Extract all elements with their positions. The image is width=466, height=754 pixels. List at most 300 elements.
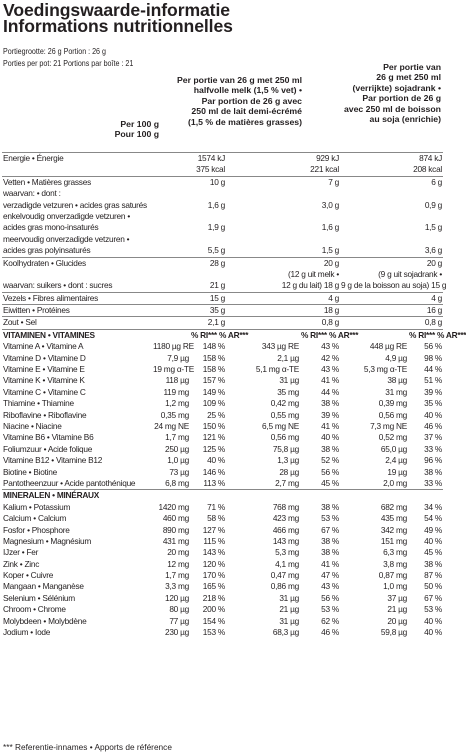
- mineral-row: [2, 513, 443, 524]
- ri-portion-soy: 37 %: [424, 432, 443, 443]
- nutrient-row: [2, 317, 443, 329]
- nutrient-name: Vitamine B12 • Vitamine B12: [3, 455, 103, 466]
- nutrient-name: [2, 164, 152, 176]
- vitamin-row: [2, 410, 443, 421]
- ri-portion-milk: 40 %: [321, 432, 340, 443]
- nutrient-name: Magnesium • Magnésium: [3, 535, 92, 546]
- nutrient-row: [2, 280, 443, 292]
- nutrient-row: [2, 164, 443, 176]
- ri-portion-soy: 44 %: [424, 364, 443, 375]
- ri-portion-milk: 39 %: [321, 409, 340, 420]
- mineral-row: [2, 502, 443, 513]
- value-per-100g: 1180 µg RE: [153, 341, 194, 352]
- value-per-100g: 230 µg: [164, 627, 189, 638]
- ri-portion-soy: 98 %: [424, 352, 443, 363]
- value-per-100g: 2,1 g: [152, 317, 226, 329]
- value-portion-milk: 2,1 µg: [277, 352, 299, 363]
- value-portion-soy: 21 µg: [387, 604, 408, 615]
- nutrient-name: Vezels • Fibres alimentaires: [2, 292, 152, 304]
- vitamin-row: [2, 353, 443, 364]
- mineral-row: [2, 593, 443, 604]
- value-portion-milk: 0,86 mg: [270, 581, 299, 592]
- header-portion-soy-line: Per portie van: [383, 62, 441, 72]
- ri-per-100g: 71 %: [207, 501, 225, 512]
- value-portion-soy: 4,9 µg: [385, 352, 408, 363]
- nutrient-name: Energie • Énergie: [2, 153, 152, 165]
- header-portion-soy-line: avec 250 ml de boisson: [343, 103, 441, 114]
- ri-portion-milk: 43 %: [321, 581, 340, 592]
- ri-per-100g: 115 %: [203, 535, 225, 546]
- value-portion-soy: 3,6 g: [424, 245, 443, 256]
- ri-per-100g: 170 %: [202, 570, 225, 581]
- nutrient-name: Vitamine C • Vitamine C: [3, 386, 86, 397]
- section-title: VITAMINEN • VITAMINES: [2, 329, 152, 341]
- nutrition-table-body: [2, 153, 466, 639]
- ri-portion-soy: 38 %: [424, 558, 443, 569]
- value-portion-milk: [226, 234, 340, 245]
- section-title: MINERALEN • MINÉRAUX: [2, 490, 152, 502]
- mineral-row: [2, 525, 443, 536]
- value-portion-soy: 20 µg: [387, 615, 408, 626]
- value-per-100g: [152, 269, 226, 280]
- nutrient-name: Mangaan • Manganèse: [3, 581, 84, 592]
- header-portion-soy: [344, 62, 441, 124]
- value-portion-milk: 423 mg: [272, 513, 299, 524]
- value-per-100g: 431 mg: [162, 535, 189, 546]
- ri-portion-soy: 35 %: [424, 398, 443, 409]
- header-per-100g-line: Pour 100 g: [114, 129, 159, 140]
- value-per-100g: 28 g: [152, 257, 226, 269]
- header-portion-milk-line: (1,5 % de matières grasses): [188, 116, 302, 127]
- ri-portion-milk: 43 %: [321, 341, 340, 352]
- value-portion-milk: 5,3 mg: [275, 547, 299, 558]
- ri-portion-milk: 38 %: [321, 535, 340, 546]
- ri-per-100g: 125 %: [202, 443, 225, 454]
- value-portion-soy: 1,5 g: [424, 222, 443, 233]
- value-per-100g: 1,7 mg: [165, 432, 189, 443]
- value-portion-soy: [340, 234, 443, 245]
- value-portion-soy: 342 mg: [380, 524, 408, 535]
- ri-per-100g: 153 %: [202, 627, 225, 638]
- value-per-100g: [152, 188, 226, 199]
- ri-per-100g: 127 %: [202, 524, 225, 535]
- ri-per-100g: 200 %: [202, 604, 225, 615]
- ri-portion-milk: 56 %: [321, 592, 340, 603]
- header-portion-milk-line: Per portie van 26 g met 250 ml: [176, 75, 302, 85]
- portion-size: Portiegrootte: 26 g Portion : 26 g: [3, 46, 106, 56]
- ri-per-100g: 25 %: [207, 409, 225, 420]
- value-portion-milk: 20 g: [226, 257, 340, 269]
- header-per-100g-line: Per 100 g: [120, 119, 159, 129]
- value-portion-milk: 18 g: [226, 305, 340, 317]
- value-portion-soy: 874 kJ: [340, 153, 443, 165]
- footnote: *** Referentie-innames • Apports de référence: [3, 742, 172, 752]
- portion-count: Porties per pot: 21 Portions par boîte : 21: [3, 58, 134, 68]
- nutrient-name: waarvan: • dont :: [3, 188, 61, 199]
- value-portion-milk: 31 µg: [279, 615, 299, 626]
- value-per-100g: 6,8 mg: [165, 477, 189, 488]
- value-per-100g: 77 µg: [169, 615, 189, 626]
- vitamin-row: [2, 478, 443, 490]
- nutrient-row: [2, 292, 443, 304]
- value-portion-soy: 5,3 mg α-TE: [363, 364, 408, 375]
- value-portion-milk: 0,55 mg: [270, 409, 299, 420]
- nutrient-name: Thiamine • Thiamine: [3, 398, 74, 409]
- vitamin-row: [2, 444, 443, 455]
- value-portion-milk: 31 µg: [279, 592, 299, 603]
- value-per-100g: 35 g: [152, 305, 226, 317]
- nutrient-name: Selenium • Sélénium: [3, 592, 75, 603]
- ri-per-100g: 40 %: [207, 455, 225, 466]
- ri-portion-milk: 53 %: [321, 604, 340, 615]
- value-portion-soy: 151 mg: [380, 535, 408, 546]
- ri-portion-soy: 46 %: [424, 420, 443, 431]
- ri-per-100g: 158 %: [202, 352, 225, 363]
- value-per-100g: 1,7 mg: [165, 570, 189, 581]
- value-portion-milk: 4 g: [226, 292, 340, 304]
- value-portion-soy: 59,8 µg: [380, 627, 408, 638]
- nutrient-name: [2, 269, 152, 280]
- section-header: [2, 490, 443, 502]
- vitamin-row: [2, 364, 443, 375]
- vitamin-row: [2, 341, 443, 352]
- value-portion-soy: 9 g de la boisson au soja) 15 g: [341, 280, 447, 291]
- nutrient-row: [2, 153, 443, 165]
- value-portion-soy: 38 µg: [387, 375, 408, 386]
- value-portion-milk: 1,5 g: [321, 245, 340, 256]
- ri-per-100g: 157 %: [202, 375, 225, 386]
- value-portion-milk: 35 mg: [277, 386, 299, 397]
- value-per-100g: 1,0 µg: [167, 455, 189, 466]
- value-per-100g: 73 µg: [169, 466, 189, 477]
- ri-portion-soy: 54 %: [424, 513, 443, 524]
- value-per-100g: 0,35 mg: [160, 409, 189, 420]
- nutrient-name: Koolhydraten • Glucides: [2, 257, 152, 269]
- header-portion-soy-line: au soja (enrichie): [369, 114, 441, 125]
- value-portion-milk: 2,7 mg: [275, 477, 299, 488]
- ri-portion-milk: 53 %: [321, 513, 340, 524]
- nutrient-name: Vitamine B6 • Vitamine B6: [3, 432, 94, 443]
- value-portion-soy: [340, 211, 443, 222]
- header-portion-milk-line: Par portion de 26 g avec: [201, 95, 302, 106]
- ri-per-100g: 109 %: [202, 398, 225, 409]
- value-portion-milk: 75,8 µg: [272, 443, 299, 454]
- value-per-100g: 890 mg: [162, 524, 189, 535]
- ri-per-100g: 148 %: [202, 341, 225, 352]
- ri-per-100g: 120 %: [202, 558, 225, 569]
- ri-per-100g: 121 %: [202, 432, 225, 443]
- ri-portion-soy: 40 %: [424, 615, 443, 626]
- value-per-100g: 12 mg: [167, 558, 189, 569]
- value-per-100g: 1574 kJ: [152, 153, 226, 165]
- mineral-row: [2, 570, 443, 581]
- nutrient-name: Kalium • Potassium: [3, 501, 71, 512]
- nutrient-name: Vitamine E • Vitamine E: [3, 364, 85, 375]
- nutrient-row: [2, 305, 443, 317]
- value-portion-soy: 31 mg: [385, 386, 408, 397]
- value-portion-soy: 0,56 mg: [378, 409, 408, 420]
- ri-portion-soy: 33 %: [424, 477, 443, 488]
- value-per-100g: 19 mg α-TE: [153, 364, 195, 375]
- value-portion-soy: 448 µg RE: [369, 341, 408, 352]
- ri-portion-soy: 50 %: [424, 581, 443, 592]
- ri-portion-soy: 40 %: [424, 409, 443, 420]
- value-portion-milk: 0,42 mg: [270, 398, 299, 409]
- value-portion-soy: [340, 188, 443, 199]
- value-per-100g: [152, 234, 226, 245]
- nutrient-name: Vitamine K • Vitamine K: [3, 375, 85, 386]
- value-per-100g: 375 kcal: [196, 164, 225, 175]
- ri-portion-milk: 41 %: [321, 375, 340, 386]
- title-french: Informations nutritionnelles: [3, 16, 233, 36]
- value-per-100g: 5,5 g: [207, 245, 225, 256]
- value-portion-milk: 12 g du lait) 18 g: [281, 280, 340, 291]
- value-portion-soy: 0,39 mg: [378, 398, 408, 409]
- nutrient-name: Riboflavine • Riboflavine: [3, 409, 87, 420]
- vitamin-row: [2, 398, 443, 409]
- nutrient-name: Eiwitten • Protéines: [2, 305, 152, 317]
- ri-portion-soy: 40 %: [424, 627, 443, 638]
- nutrient-row: [2, 211, 443, 222]
- value-portion-milk: 0,8 g: [226, 317, 340, 329]
- value-portion-soy: 2,4 µg: [385, 455, 408, 466]
- value-portion-milk: 5,1 mg α-TE: [255, 364, 299, 375]
- value-per-100g: 118 µg: [165, 375, 189, 386]
- value-portion-soy: 1,0 mg: [383, 581, 408, 592]
- value-per-100g: 20 mg: [167, 547, 189, 558]
- ri-portion-milk: 38 %: [321, 501, 340, 512]
- value-portion-soy: 0,8 g: [340, 317, 443, 329]
- value-per-100g: 3,3 mg: [165, 581, 189, 592]
- ri-portion-soy: 34 %: [424, 501, 443, 512]
- nutrient-row: [2, 269, 443, 280]
- value-portion-milk: 28 µg: [279, 466, 299, 477]
- nutrient-row: [2, 188, 443, 199]
- title-block: [0, 2, 445, 34]
- nutrient-name: Vitamine A • Vitamine A: [3, 341, 84, 352]
- nutrient-name: meervoudig onverzadigde vetzuren •: [3, 233, 130, 244]
- mineral-row: [2, 547, 443, 558]
- value-per-100g: 1,6 g: [207, 199, 225, 210]
- vitamin-row: [2, 432, 443, 443]
- ri-portion-soy: 39 %: [424, 386, 443, 397]
- ri-per-100g: 165 %: [202, 581, 225, 592]
- value-portion-soy: 6 g: [340, 176, 443, 188]
- nutrient-name: acides gras mono-insaturés: [3, 222, 99, 233]
- ri-portion-milk: 38 %: [321, 398, 340, 409]
- nutrient-name: Foliumzuur • Acide folique: [3, 443, 93, 454]
- value-portion-milk: [226, 188, 340, 199]
- nutrient-row: [2, 222, 443, 233]
- nutrient-name: Calcium • Calcium: [3, 513, 67, 524]
- value-portion-soy: 16 g: [340, 305, 443, 317]
- ri-portion-soy: 51 %: [424, 375, 443, 386]
- value-portion-soy: 3,8 mg: [383, 558, 408, 569]
- ri-portion-soy: 49 %: [424, 524, 443, 535]
- ri-portion-milk: 45 %: [321, 477, 340, 488]
- ri-portion-milk: 41 %: [321, 558, 340, 569]
- value-per-100g: 80 µg: [169, 604, 189, 615]
- ri-portion-soy: 96 %: [424, 455, 443, 466]
- vitamin-row: [2, 387, 443, 398]
- value-portion-milk: 768 mg: [272, 501, 299, 512]
- nutrient-name: verzadigde vetzuren • acides gras saturés: [3, 199, 147, 210]
- value-portion-soy: 682 mg: [380, 501, 408, 512]
- ri-portion-soy: 53 %: [424, 604, 443, 615]
- nutrient-name: Fosfor • Phosphore: [3, 524, 70, 535]
- value-portion-milk: 929 kJ: [226, 153, 340, 165]
- value-portion-milk: 0,56 mg: [270, 432, 299, 443]
- vitamin-row: [2, 421, 443, 432]
- ri-portion-milk: 47 %: [321, 570, 340, 581]
- value-per-100g: [152, 211, 226, 222]
- value-portion-milk: 343 µg RE: [261, 341, 299, 352]
- ri-portion-milk: 56 %: [321, 466, 340, 477]
- ri-portion-soy: 33 %: [424, 443, 443, 454]
- value-per-100g: 15 g: [152, 292, 226, 304]
- value-portion-soy: 7,3 mg NE: [370, 420, 408, 431]
- ri-portion-soy: 40 %: [424, 535, 443, 546]
- value-per-100g: 119 mg: [163, 386, 189, 397]
- header-portion-soy-line: (verrijkte) sojadrank •: [352, 82, 441, 93]
- value-per-100g: 1,2 mg: [165, 398, 189, 409]
- ri-per-100g: 143 %: [202, 547, 225, 558]
- nutrient-name: Vitamine D • Vitamine D: [3, 352, 86, 363]
- value-portion-milk: 0,47 mg: [270, 570, 299, 581]
- value-portion-soy: 37 µg: [387, 592, 408, 603]
- ri-portion-soy: 87 %: [424, 570, 443, 581]
- nutrient-name: Pantotheenzuur • Acide pantothénique: [3, 477, 136, 488]
- title-dutch: Voedingswaarde-informatie: [3, 0, 230, 20]
- value-per-100g: 1420 mg: [158, 501, 189, 512]
- empty: [152, 329, 190, 341]
- value-portion-soy: 6,3 mg: [383, 547, 408, 558]
- vitamin-row: [2, 455, 443, 466]
- value-per-100g: 1,9 g: [207, 222, 225, 233]
- ri-portion-soy: 67 %: [424, 592, 443, 603]
- ri-portion-soy: 45 %: [424, 547, 443, 558]
- nutrient-name: Zout • Sel: [2, 317, 152, 329]
- value-portion-milk: 7 g: [226, 176, 340, 188]
- nutrient-row: [2, 245, 443, 257]
- nutrition-table: [2, 152, 466, 638]
- empty: [152, 490, 443, 502]
- mineral-row: [2, 616, 443, 627]
- header-portion-milk: [177, 75, 302, 127]
- ri-header: % RI*** % AR***: [409, 329, 466, 340]
- ri-portion-soy: 56 %: [424, 341, 443, 352]
- value-portion-soy: 0,9 g: [424, 199, 443, 210]
- value-portion-milk: (12 g uit melk •: [288, 268, 340, 279]
- ri-portion-milk: 44 %: [321, 386, 340, 397]
- value-portion-milk: 143 mg: [272, 535, 299, 546]
- value-per-100g: 460 mg: [162, 513, 189, 524]
- ri-portion-milk: 41 %: [321, 420, 340, 431]
- mineral-row: [2, 559, 443, 570]
- vitamin-row: [2, 375, 443, 386]
- section-header: [2, 329, 443, 341]
- value-per-100g: 24 mg NE: [154, 420, 189, 431]
- value-portion-milk: 3,0 g: [321, 199, 340, 210]
- value-portion-milk: [226, 211, 340, 222]
- value-portion-milk: 21 µg: [279, 604, 299, 615]
- ri-per-100g: 150 %: [202, 420, 225, 431]
- ri-per-100g: 146 %: [202, 466, 225, 477]
- nutrient-name: Biotine • Biotine: [3, 466, 58, 477]
- ri-portion-milk: 42 %: [321, 352, 340, 363]
- value-portion-soy: 20 g: [340, 257, 443, 269]
- value-per-100g: 250 µg: [164, 443, 189, 454]
- nutrient-name: Molybdeen • Molybdène: [3, 615, 87, 626]
- ri-header: % RI*** % AR***: [301, 329, 359, 340]
- ri-portion-milk: 62 %: [321, 615, 340, 626]
- value-per-100g: 10 g: [152, 176, 226, 188]
- mineral-row: [2, 627, 443, 638]
- ri-portion-milk: 46 %: [321, 627, 340, 638]
- value-portion-milk: 1,3 µg: [277, 455, 299, 466]
- value-portion-milk: 1,6 g: [321, 222, 340, 233]
- ri-per-100g: 58 %: [207, 513, 225, 524]
- vitamin-row: [2, 467, 443, 478]
- ri-portion-soy: 38 %: [424, 466, 443, 477]
- nutrient-name: Niacine • Niacine: [3, 420, 62, 431]
- ri-header: % RI*** % AR***: [191, 329, 249, 340]
- value-portion-milk: 466 mg: [272, 524, 299, 535]
- value-portion-soy: 0,52 mg: [378, 432, 408, 443]
- nutrient-name: IJzer • Fer: [3, 547, 39, 558]
- value-portion-soy: 19 µg: [387, 466, 408, 477]
- nutrient-row: [2, 200, 443, 211]
- ri-per-100g: 218 %: [202, 592, 225, 603]
- ri-per-100g: 154 %: [202, 615, 225, 626]
- mineral-row: [2, 581, 443, 592]
- nutrient-name: waarvan: suikers • dont : sucres: [3, 280, 113, 291]
- header-portion-milk-line: halfvolle melk (1,5 % vet) •: [193, 85, 302, 96]
- nutrient-row: [2, 234, 443, 245]
- header-portion-soy-line: Par portion de 26 g: [362, 93, 441, 104]
- ri-per-100g: 158 %: [202, 364, 225, 375]
- nutrient-name: acides gras polyinsaturés: [3, 245, 91, 256]
- value-portion-milk: 68,3 µg: [272, 627, 299, 638]
- value-portion-soy: 435 mg: [380, 513, 408, 524]
- value-portion-milk: 221 kcal: [310, 164, 340, 175]
- ri-portion-milk: 38 %: [321, 443, 340, 454]
- nutrient-name: enkelvoudig onverzadigde vetzuren •: [3, 210, 130, 221]
- value-per-100g: 21 g: [209, 280, 225, 291]
- ri-per-100g: 113 %: [203, 477, 225, 488]
- nutrient-row: [2, 176, 443, 188]
- value-portion-soy: 0,87 mg: [378, 570, 408, 581]
- header-portion-soy-line: 26 g met 250 ml: [376, 72, 441, 83]
- header-per-100g: [115, 119, 159, 140]
- nutrient-name: Koper • Cuivre: [3, 570, 54, 581]
- ri-portion-milk: 67 %: [321, 524, 340, 535]
- ri-portion-milk: 43 %: [321, 364, 340, 375]
- value-portion-soy: 65,0 µg: [380, 443, 408, 454]
- nutrient-name: Vetten • Matières grasses: [2, 176, 152, 188]
- value-portion-soy: 2,0 mg: [383, 477, 408, 488]
- value-per-100g: 7,9 µg: [167, 352, 189, 363]
- value-portion-milk: 31 µg: [279, 375, 299, 386]
- value-portion-soy: 4 g: [340, 292, 443, 304]
- nutrient-row: [2, 257, 443, 269]
- ri-portion-milk: 38 %: [321, 547, 340, 558]
- nutrient-name: Zink • Zinc: [3, 558, 40, 569]
- nutrient-name: Jodium • Iode: [3, 627, 51, 638]
- value-portion-milk: 4,1 mg: [275, 558, 299, 569]
- ri-portion-milk: 52 %: [321, 455, 340, 466]
- value-portion-soy: 208 kcal: [413, 164, 443, 175]
